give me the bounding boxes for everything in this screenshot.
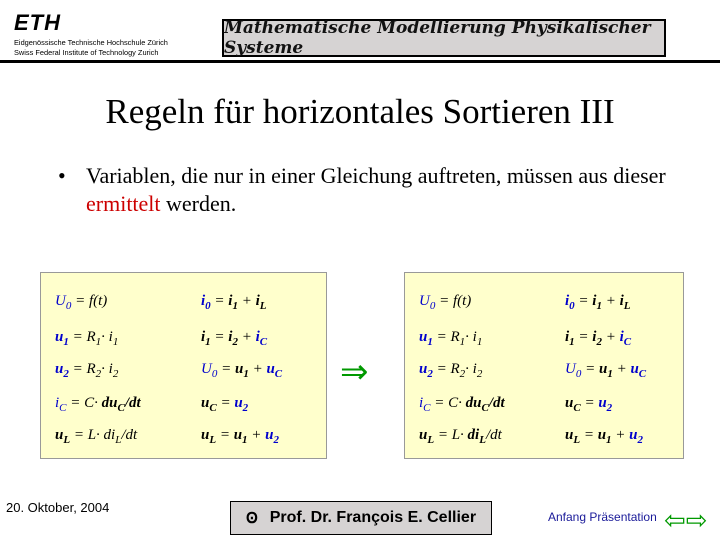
bullet-text-part-1: Variablen, die nur in einer Gleichung auftreten, müssen aus dieser bbox=[86, 163, 666, 188]
navigation-arrows-icon[interactable]: ⇦⇨ bbox=[664, 506, 708, 536]
bullet-marker: • bbox=[58, 163, 66, 188]
institution-de: Eidgenössische Technische Hochschule Zürich bbox=[14, 38, 168, 47]
left-equation-table bbox=[40, 272, 327, 459]
institution-en: Swiss Federal Institute of Technology Zurich bbox=[14, 48, 159, 57]
bullet-highlight: ermittelt bbox=[86, 191, 161, 216]
left-eq-r2-c1: $u_1 = R_1\cdot i_1$ bbox=[55, 329, 119, 348]
eth-logo: ETH bbox=[14, 10, 61, 35]
right-eq-r1-c2: $i_0 = i_1 + i_L$ bbox=[565, 293, 631, 312]
author-name: Prof. Dr. François E. Cellier bbox=[269, 509, 477, 526]
right-eq-r1-c1: $U_0 = f(t)$ bbox=[419, 293, 472, 312]
bullet-text bbox=[86, 162, 686, 218]
implies-arrow: ⇒ bbox=[340, 352, 369, 392]
left-eq-r4-c2: $u_C = u_2$ bbox=[201, 395, 249, 414]
right-eq-r2-c2: $i_1 = i_2 + i_C$ bbox=[565, 329, 632, 348]
bullet-text-part-2: werden. bbox=[160, 191, 237, 216]
left-eq-r1-c2: $i_0 = i_1 + i_L$ bbox=[201, 293, 267, 312]
left-eq-r2-c2: $i_1 = i_2 + i_C$ bbox=[201, 329, 268, 348]
slide-title: Regeln für horizontales Sortieren III bbox=[105, 92, 615, 131]
right-eq-r3-c2: $U_0 = u_1 + u_C$ bbox=[565, 361, 647, 380]
slide-date: 20. Oktober, 2004 bbox=[6, 500, 110, 515]
right-eq-r5-c1: $u_L = L\cdot di_L/dt$ bbox=[419, 427, 502, 446]
left-eq-r3-c1: $u_2 = R_2\cdot i_2$ bbox=[55, 361, 119, 380]
course-banner: Mathematische Modellierung Physikalischer Systeme bbox=[222, 19, 666, 57]
left-eq-r1-c1: $U_0 = f(t)$ bbox=[55, 293, 108, 312]
right-eq-r2-c1: $u_1 = R_1\cdot i_1$ bbox=[419, 329, 483, 348]
right-eq-r3-c1: $u_2 = R_2\cdot i_2$ bbox=[419, 361, 483, 380]
left-eq-r3-c2: $U_0 = u_1 + u_C$ bbox=[201, 361, 283, 380]
author-box bbox=[230, 501, 492, 535]
left-eq-r4-c1: $i_C = C\cdot du_C/dt$ bbox=[55, 395, 141, 414]
author-symbol-icon: Ꙩ bbox=[245, 510, 258, 527]
right-eq-r5-c2: $u_L = u_1 + u_2$ bbox=[565, 427, 644, 446]
right-eq-r4-c2: $u_C = u_2$ bbox=[565, 395, 613, 414]
header-divider bbox=[0, 60, 720, 63]
left-eq-r5-c1: $u_L = L\cdot di_L/dt$ bbox=[55, 427, 138, 446]
start-presentation-link[interactable]: Anfang Präsentation bbox=[548, 510, 657, 524]
right-eq-r4-c1: $i_C = C\cdot du_C/dt$ bbox=[419, 395, 505, 414]
right-equation-table bbox=[404, 272, 684, 459]
left-eq-r5-c2: $u_L = u_1 + u_2$ bbox=[201, 427, 280, 446]
